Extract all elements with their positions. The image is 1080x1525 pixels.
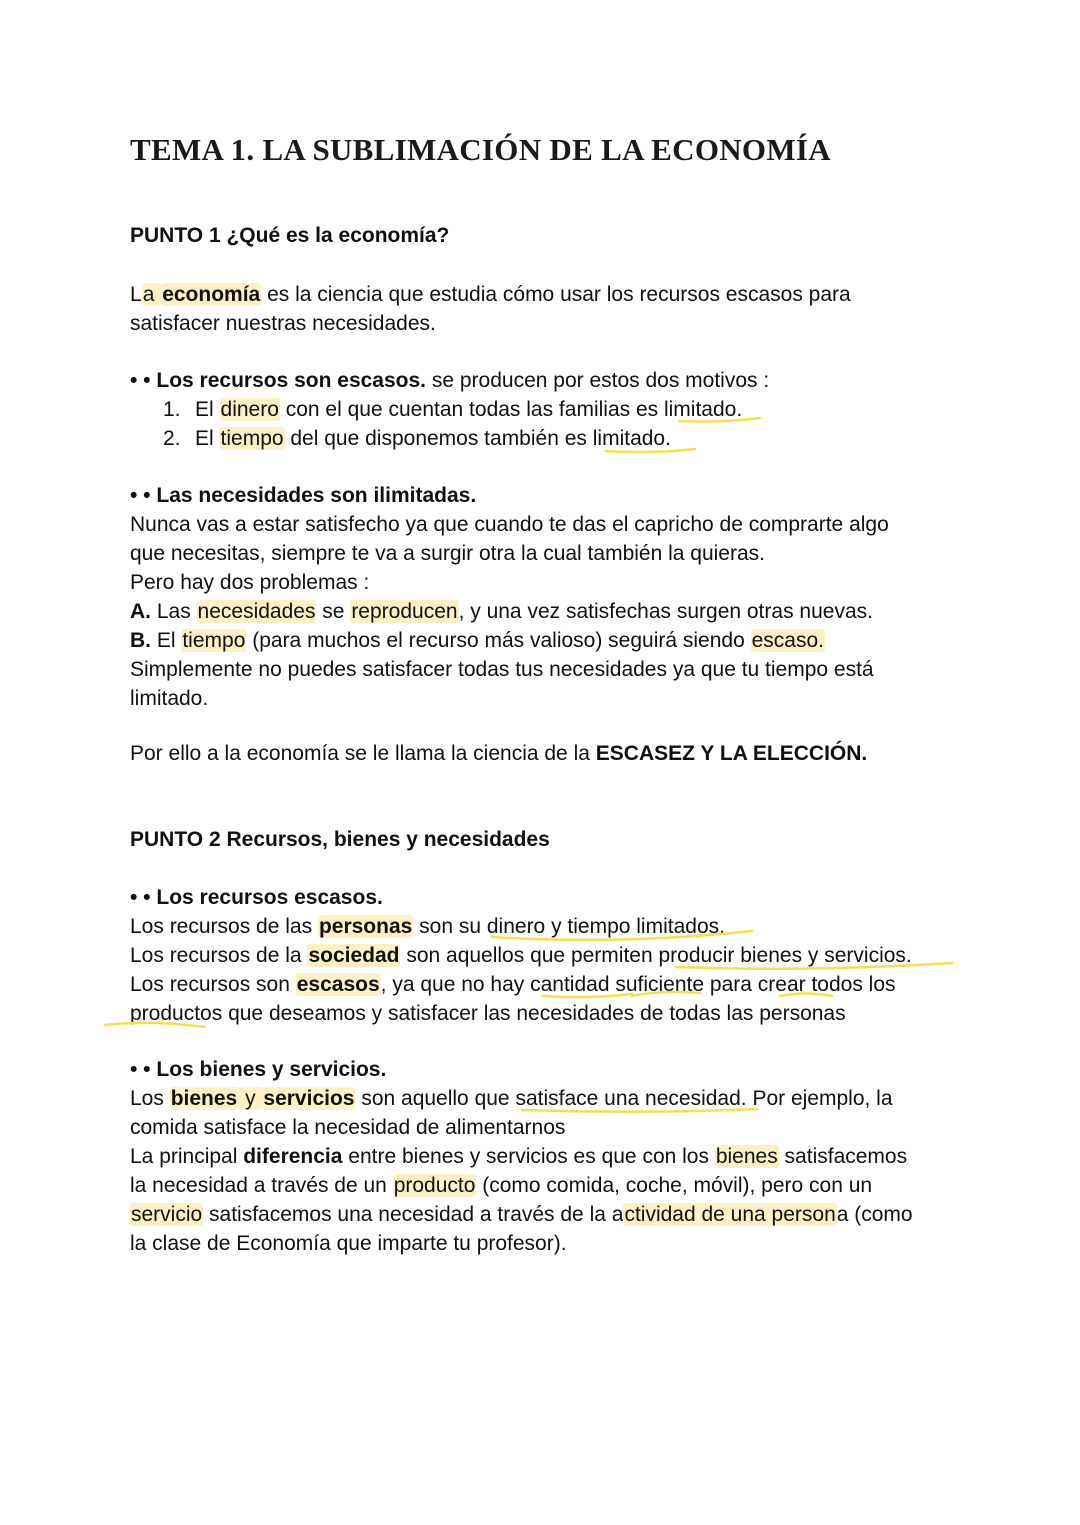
list-item: 1. El dinero con el que cuentan todas las familias es limitado. bbox=[163, 398, 743, 421]
list-item: 2. El tiempo del que disponemos también es limitado. bbox=[163, 427, 671, 450]
bullet-recursos-escasos-2: • • Los recursos escasos. Los recursos de las personas son su dinero y tiempo limitados. Los recursos de la sociedad son aquellos que permiten producir bienes y servicios. Los recursos son escasos, ya que no hay cantidad suficiente para crear todos los productos que deseamos y satisfacer las necesidades de todas las personas bbox=[130, 886, 912, 1025]
conclusion-paragraph: Por ello a la economía se le llama la ciencia de la ESCASEZ Y LA ELECCIÓN. bbox=[130, 742, 868, 765]
intro-paragraph: La economía es la ciencia que estudia cómo usar los recursos escasos para satisfacer nuestras necesidades. bbox=[130, 283, 851, 335]
bullet-necesidades: • • Las necesidades son ilimitadas. Nunca vas a estar satisfecho ya que cuando te das el capricho de comprarte algo que necesitas, siempre te va a surgir otra la cual también la quieras. Pero hay dos problemas : A. Las necesidades se reproducen, y una vez satisfechas surgen otras nuevas. B. El tiempo (para muchos el recurso más valioso) seguirá siendo escaso. Simplemente no puedes satisfacer todas tus necesidades ya que tu tiempo está limitado. bbox=[130, 484, 889, 710]
bullet-bienes-servicios: • • Los bienes y servicios. Los bienes y servicios son aquello que satisface una necesidad. Por ejemplo, la comida satisface la necesidad de alimentarnos La principal diferencia entre bienes y servicios es que con los bienes satisfacemos la necesidad a través de un producto (como comida, coche, móvil), pero con un servicio satisfacemos una necesidad a través de la actividad de una persona (como la clase de Economía que imparte tu profesor). bbox=[130, 1058, 913, 1255]
motivos-list bbox=[163, 395, 742, 453]
section-heading-punto2: PUNTO 2 Recursos, bienes y necesidades bbox=[130, 828, 550, 851]
bullet-recursos-escasos: • • Los recursos son escasos. se producen por estos dos motivos : bbox=[130, 369, 770, 392]
document-title: TEMA 1. LA SUBLIMACIÓN DE LA ECONOMÍA bbox=[130, 132, 831, 167]
section-heading-punto1: PUNTO 1 ¿Qué es la economía? bbox=[130, 224, 450, 247]
